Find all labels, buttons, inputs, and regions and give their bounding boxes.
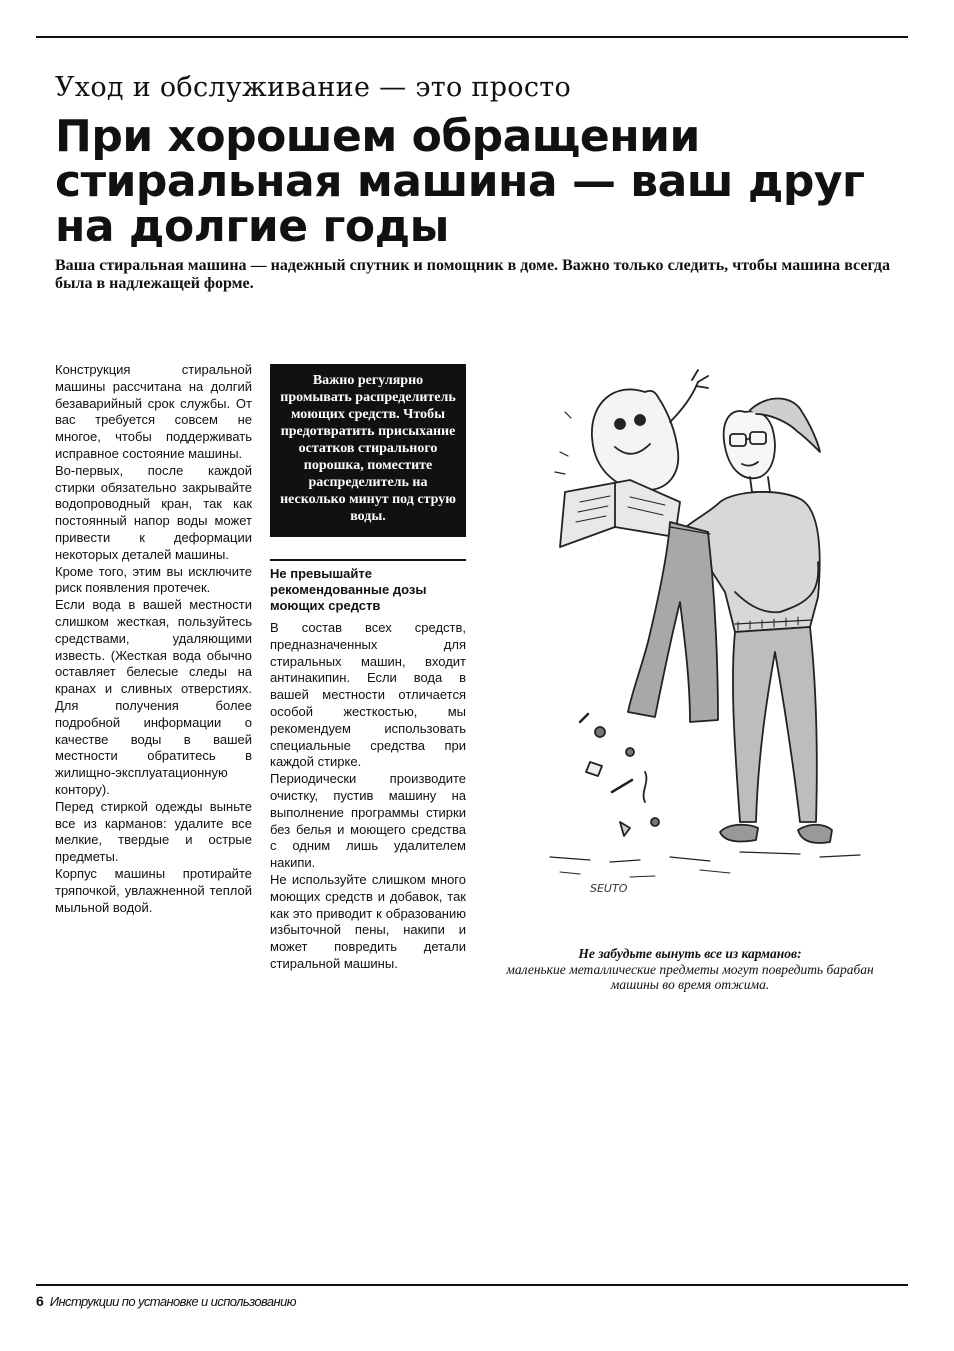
subsection-rule [270,559,466,561]
water-drop-character [592,389,678,490]
page-title-line-3: на долгие годы [55,201,449,252]
woman-legs [733,627,817,822]
column-2 [270,620,466,973]
page-title-line-2: стиральная машина — ваш друг [55,156,865,207]
page-number: 6 [36,1293,44,1309]
caption-title: Не забудьте вынуть все из карманов: [578,946,802,961]
column-2-paragraph: Не используйте слишком много моющих средств и добавок, так как это приводит к образованию избыточной пены, накипи и может повредить детали стиральной машины. [270,871,466,971]
page-title [55,111,915,252]
caption-text: маленькие металлические предметы могут повредить барабан машины во время отжима. [506,961,874,992]
top-rule [36,36,908,38]
column-1-paragraph: Корпус машины протирайте тряпочкой, увлажненной теплой мыльной водой. [55,865,252,915]
page-title-line-1: При хорошем обращении [55,111,700,162]
column-1 [55,362,252,916]
jeans-shape [628,522,718,722]
column-1-paragraph: Если вода в вашей местности слишком жесткая, пользуйтесь средствами, удаляющими известь. (Жесткая вода обычно оставляет белесые следы на кранах и сливных отверстиях. Для получения более подробной информации о качестве воды в вашей местности обратитесь в жилищно-эксплуатационную контору). [55,597,252,797]
column-1-paragraph: Кроме того, этим вы исключите риск появления протечек. [55,563,252,596]
column-1-paragraph: Перед стиркой одежды выньте все из карманов: удалите все мелкие, твердые и острые предметы. [55,798,252,865]
lead-paragraph: Ваша стиральная машина — надежный спутник и помощник в доме. Важно только следить, чтобы машина всегда была в надлежащей форме. [55,257,890,292]
illustration-caption [494,946,886,993]
illustration-signature: SEUTO [590,882,628,895]
illustration-woman-with-jeans [520,352,900,918]
page-footer [36,1293,296,1309]
footer-text: Инструкции по установке и использованию [49,1294,296,1309]
subsection-title: Не превышайте рекомендованные дозы моющих средств [270,566,427,613]
section-kicker: Уход и обслуживание — это просто [55,72,572,103]
bottom-rule [36,1284,908,1286]
column-2-paragraph: Периодически производите очистку, пустив машину на выполнение программы стирки без белья и моющего средства с одним лишь удалителем накипи. [270,771,466,871]
callout-box: Важно регулярно промывать распределитель моющих средств. Чтобы предотвратить присыхание остатков стирального порошка, поместите распределитель на несколько минут под струю воды. [270,364,466,537]
magazine-shape [560,480,680,547]
column-2-paragraph: В состав всех средств, предназначенных для стиральных машин, входит антинакипин. Если вода в вашей местности отличается особой жесткостью, мы рекомендуем использовать специальные средства при каждой стирке. [270,620,466,770]
column-1-paragraph: Конструкция стиральной машины рассчитана на долгий безаварийный срок службы. От вас требуется совсем не многое, чтобы поддерживать исправное состояние машины. [55,362,252,461]
column-1-paragraph: Во-первых, после каждой стирки обязательно закрывайте водопроводный кран, так как постоянный напор воды может привести к деформации некоторых деталей машины. [55,462,252,562]
